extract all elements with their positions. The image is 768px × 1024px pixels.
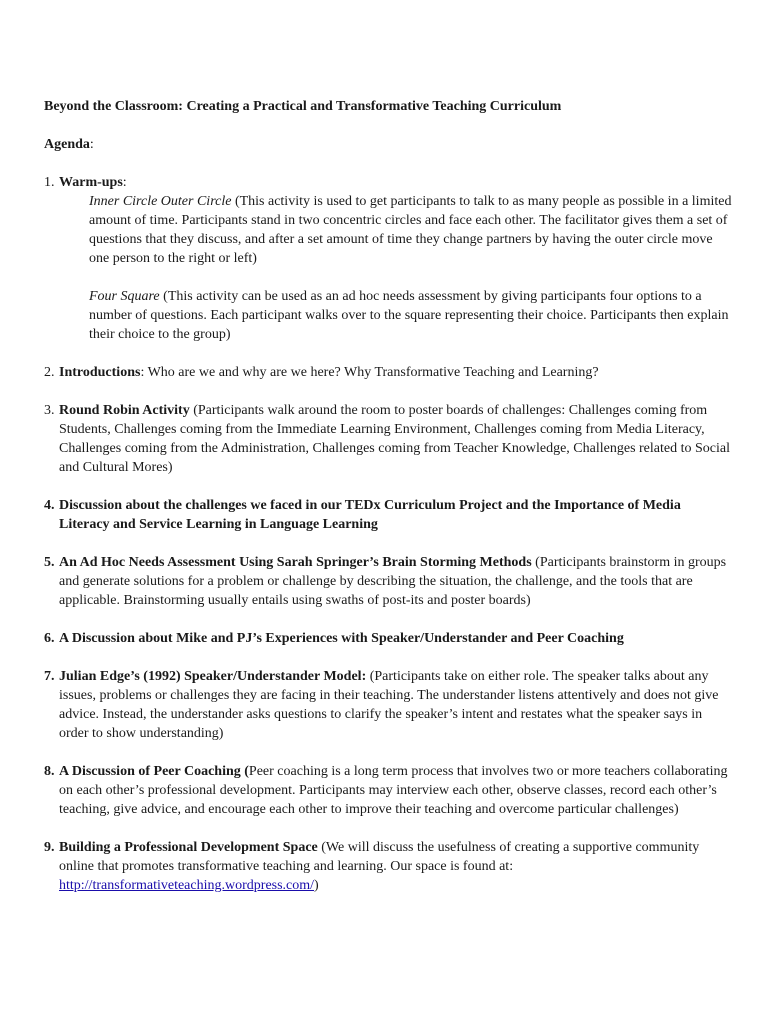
item-heading: An Ad Hoc Needs Assessment Using Sarah Springer’s Brain Storming Methods (59, 555, 532, 570)
item-heading: Building a Professional Development Space (59, 840, 318, 855)
item-number: 1. (44, 175, 55, 190)
item-heading-suffix: : (122, 175, 127, 190)
item-text: (We will discuss the usefulness of creating a supportive community online that promotes transformative teaching and learning. Our space is found at: (59, 840, 700, 874)
item-heading: Julian Edge’s (1992) Speaker/Understander Model: (59, 669, 367, 684)
agenda-item-2 (44, 363, 734, 382)
item-heading: Round Robin Activity (59, 403, 190, 418)
item-number: 6. (44, 631, 55, 646)
agenda-item-5 (44, 553, 734, 610)
item-text: (Participants brainstorm in groups and generate solutions for a problem or challenge by describing the situation, the challenge, and the tools that are applicable. Brainstorming usually entails using swaths of post-its and poster boards) (59, 555, 727, 608)
item-heading: Warm-ups (59, 175, 123, 190)
item-heading: Introductions (59, 365, 141, 380)
item-heading: A Discussion about Mike and PJ’s Experiences with Speaker/Understander and Peer Coaching (59, 631, 624, 646)
item-heading: Discussion about the challenges we faced in our TEDx Curriculum Project and the Importance of Media Literacy and Service Learning in Language Learning (59, 498, 681, 532)
pd-space-link[interactable]: http://transformativeteaching.wordpress.com/ (59, 878, 315, 893)
agenda-item-9 (44, 838, 734, 895)
agenda-label-text: Agenda (44, 137, 90, 152)
item-number: 9. (44, 840, 55, 855)
activity-name: Four Square (89, 289, 160, 304)
warmup-four-square (59, 287, 734, 344)
item-number: 7. (44, 669, 55, 684)
activity-text: (This activity can be used as an ad hoc needs assessment by giving participants four options to a number of questions. Each participant walks over to the square representing their choice. Participants then explain their choice to the group) (89, 289, 729, 342)
agenda-colon: : (89, 137, 94, 152)
item-text: (Participants take on either role. The speaker talks about any issues, problems or challenges they are facing in their teaching. The understander listens attentively and does not give advice. Instead, the understander asks questions to clarify the speaker’s intent and restates what the speaker says in order to show understanding) (59, 669, 719, 741)
agenda-item-1 (44, 173, 734, 344)
item-text: (Participants walk around the room to poster boards of challenges: Challenges coming from Students, Challenges coming from the Immediate Learning Environment, Challenges coming from Media Literacy, Challenges coming from the Administration, Challenges coming from Teacher Knowledge, Challenges related to Social and Cultural Mores) (59, 403, 730, 475)
agenda-label (44, 135, 734, 154)
agenda-item-7 (44, 667, 734, 743)
agenda-item-6 (44, 629, 734, 648)
item-heading: A Discussion of Peer Coaching ( (59, 764, 249, 779)
document-title: Beyond the Classroom: Creating a Practical and Transformative Teaching Curriculum (44, 99, 562, 114)
item-number: 4. (44, 498, 55, 513)
document-page (44, 97, 734, 895)
item-text: : Who are we and why are we here? Why Transformative Teaching and Learning? (140, 365, 599, 380)
item-number: 5. (44, 555, 55, 570)
agenda-item-4 (44, 496, 734, 534)
activity-name: Inner Circle Outer Circle (89, 194, 232, 209)
agenda-item-8 (44, 762, 734, 819)
item-number: 8. (44, 764, 55, 779)
item-heading-line (59, 173, 734, 192)
item-tail: ) (314, 878, 319, 893)
item-number: 2. (44, 365, 55, 380)
item-number: 3. (44, 403, 55, 418)
agenda-item-3 (44, 401, 734, 477)
warmup-inner-circle (59, 192, 734, 268)
activity-text: (This activity is used to get participants to talk to as many people as possible in a limited amount of time. Participants stand in two concentric circles and face each other. The facilitator gives them a set of questions that they discuss, and after a set amount of time they change partners by having the outer circle move one person to the right or left) (89, 194, 732, 266)
item-text: Peer coaching is a long term process that involves two or more teachers collaborating on each other’s professional development. Participants may interview each other, observe classes, record each other’s teaching, give advice, and encourage each other to improve their teaching and overcome particular challenges) (59, 764, 728, 817)
